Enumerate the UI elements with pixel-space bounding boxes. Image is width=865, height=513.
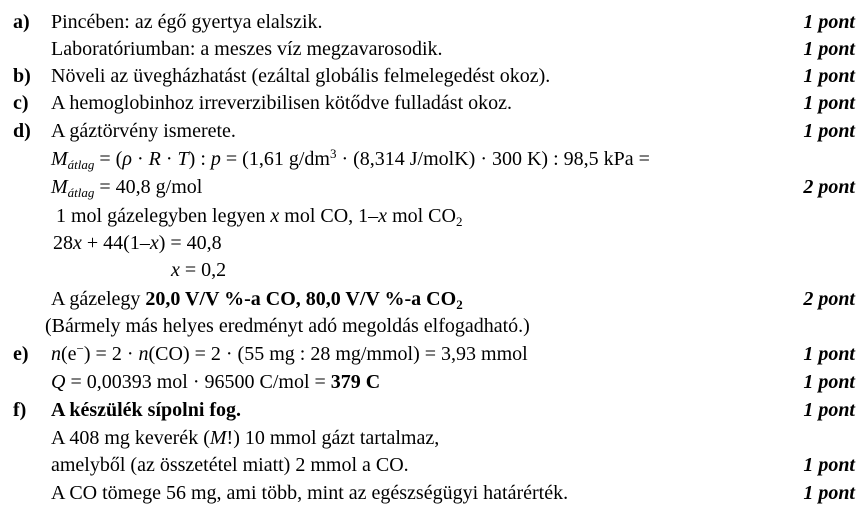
row-c xyxy=(0,90,865,117)
f-line-4: A CO tömege 56 mg, ami több, mint az egészségügyi határérték. xyxy=(51,482,569,504)
points-d-1: 1 pont xyxy=(803,120,855,142)
row-d-3 xyxy=(0,174,865,201)
row-d-5 xyxy=(0,230,865,257)
points-d-2: 2 pont xyxy=(803,176,855,198)
item-label-c: c) xyxy=(13,92,29,114)
item-label-f: f) xyxy=(13,399,27,421)
e-charge: Q = 0,00393 mol · 96500 C/mol = 379 C xyxy=(51,371,381,393)
item-label-d: d) xyxy=(13,120,31,142)
row-d-8 xyxy=(0,313,865,340)
points-b: 1 pont xyxy=(803,65,855,87)
f-line-1: A készülék sípolni fog. xyxy=(51,399,242,421)
b-line-1: Növeli az üvegházhatást (ezáltal globális felmelegedést okoz). xyxy=(51,65,551,87)
points-f-3: 1 pont xyxy=(803,482,855,504)
row-e-1 xyxy=(0,341,865,368)
a-line-2: Laboratóriumban: a meszes víz megzavarosodik. xyxy=(51,38,443,60)
points-c: 1 pont xyxy=(803,92,855,114)
row-f-4 xyxy=(0,480,865,507)
d-mean-molar-mass-equation: $M_{átlag} = (\rho \cdot R \cdot T)$ : p = (1,61 $g/dm^3 \cdot (8,314$ J/molK) · 300 K) : 98,5 kPa = xyxy=(51,146,650,172)
points-a-1: 1 pont xyxy=(803,11,855,33)
row-d-7 xyxy=(0,286,865,313)
row-d-1 xyxy=(0,118,865,145)
row-d-2 xyxy=(0,146,865,173)
d-line-1: A gáztörvény ismerete. xyxy=(51,120,236,142)
d-composition-result: A gázelegy 20,0 V/V %-a CO, 80,0 V/V %-a $CO_2$ xyxy=(51,288,463,312)
points-f-1: 1 pont xyxy=(803,399,855,421)
points-e-2: 1 pont xyxy=(803,371,855,393)
row-f-1 xyxy=(0,397,865,424)
f-line-2: A 408 mg keverék (M!) 10 mmol gázt tartalmaz, xyxy=(51,427,440,449)
d-equation-line: 28x + 44(1–x) = 40,8 xyxy=(53,232,222,254)
row-a-2 xyxy=(0,36,865,63)
a-line-1: Pincében: az égő gyertya elalszik. xyxy=(51,11,323,33)
d-note: (Bármely más helyes eredményt adó megoldás elfogadható.) xyxy=(45,315,530,337)
row-d-6 xyxy=(0,257,865,284)
row-b xyxy=(0,63,865,90)
item-label-a: a) xyxy=(13,11,30,33)
d-solution-line: x = 0,2 xyxy=(171,259,227,281)
row-d-4 xyxy=(0,203,865,230)
item-label-e: e) xyxy=(13,343,29,365)
points-d-3: 2 pont xyxy=(803,288,855,310)
d-mean-molar-mass-result: $M_{átlag} = 40,8$ g/mol xyxy=(51,176,203,200)
row-f-3 xyxy=(0,452,865,479)
row-e-2 xyxy=(0,369,865,396)
item-label-b: b) xyxy=(13,65,31,87)
points-a-2: 1 pont xyxy=(803,38,855,60)
e-electron-moles: n(e−) = 2 · n(CO) = 2 · (55 mg : 28 mg/mmol) = 3,93 mmol xyxy=(51,341,528,365)
f-line-3: amelyből (az összetétel miatt) 2 mmol a CO. xyxy=(51,454,409,476)
row-a-1 xyxy=(0,9,865,36)
d-assumption-line: 1 mol gázelegyben legyen x mol CO, 1–x mol $CO_2$ xyxy=(56,205,463,229)
c-line-1: A hemoglobinhoz irreverzibilisen kötődve fulladást okoz. xyxy=(51,92,512,114)
row-f-2 xyxy=(0,425,865,452)
points-e-1: 1 pont xyxy=(803,343,855,365)
points-f-2: 1 pont xyxy=(803,454,855,476)
